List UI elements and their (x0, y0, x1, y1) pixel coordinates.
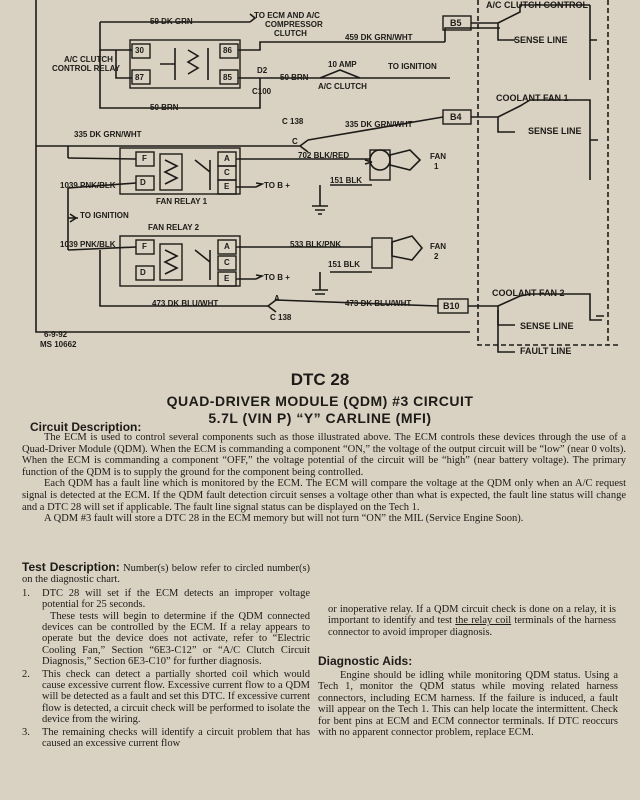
fan-relay-1 (120, 148, 240, 194)
circuit-para-2: Each QDM has a fault line which is monitored by the ECM. The ECM will compare the voltage at the QDM only when an A/C request signal is detected at the ECM. If the QDM fault detection circuit senses a voltage other than what is expected, the fault line status will change and a DTC 28 will set if applicable. The fault line signal status can be displayed on the Tech 1. (22, 478, 626, 513)
conn-d2: D2 (257, 66, 268, 75)
dest-ecm-3: CLUTCH (274, 29, 307, 38)
ecm-pin-b4-label: B4 (450, 112, 462, 122)
ecm-sense-3: SENSE LINE (520, 321, 574, 331)
circuit-description (22, 432, 626, 525)
dest-ecm-2: COMPRESSOR (265, 20, 323, 29)
pin-d1: D (140, 178, 146, 187)
fuse-rating: 10 AMP (328, 60, 357, 69)
wire-459: 459 DK GRN/WHT (345, 33, 413, 42)
test-item-text-b: These tests will begin to determine if the QDM connected devices can be controlled by the ECM. If a relay appears to operate but the device does not activate, refer to “Electric Cooling Fan,” Section “6E3-C12” or “A/C Clutch Circuit Diagnosis,” Section 6E3-C10” for further diagnosis. (42, 610, 310, 668)
test-item-num: 1. (22, 587, 30, 599)
right-continuation (328, 604, 616, 638)
fan-1-label-b: 1 (434, 162, 439, 171)
test-item-2 (22, 669, 310, 726)
fan-1-label-a: FAN (430, 152, 446, 161)
pin-a2: A (224, 242, 230, 251)
diagnostic-aids (318, 670, 618, 738)
pin-e1: E (224, 182, 230, 191)
pin-c1: C (224, 168, 230, 177)
ecm-pin-b5-label: B5 (450, 18, 462, 28)
dtc-subtitle: 5.7L (VIN P) “Y” CARLINE (MFI) (208, 410, 432, 426)
cont-text-a: or inoperative relay. If a QDM circuit check is done on a relay, it is important to identify and test (328, 604, 616, 627)
stamp-date: 6-9-92 (44, 330, 68, 339)
test-item-1 (22, 588, 310, 668)
wire-335b: 335 DK GRN/WHT (345, 120, 413, 129)
pin-86: 86 (223, 46, 232, 55)
pin-d2: D (140, 268, 146, 277)
cont-text-b: terminals of the harness connector to avoid improper diagnosis. (328, 615, 616, 638)
stamp-ms: MS 10662 (40, 340, 77, 349)
circuit-description-title: Circuit Description: (30, 420, 142, 434)
test-intro: Number(s) below refer to circled number(s) on the diagnostic chart. (22, 563, 311, 586)
pin-87: 87 (135, 73, 144, 82)
ecm-pin-b10-label: B10 (443, 301, 460, 311)
diagnostic-aids-title: Diagnostic Aids: (318, 654, 413, 668)
fan-2-label-a: FAN (430, 242, 446, 251)
dest-tob-1: TO B + (264, 181, 290, 190)
ecm-cf1: COOLANT FAN 1 (496, 93, 569, 103)
fan-relay-2-label: FAN RELAY 2 (148, 223, 200, 232)
wire-50b: 50 BRN (150, 103, 179, 112)
conn-c100: C100 (252, 87, 272, 96)
wire-50a: 50 BRN (280, 73, 309, 82)
wire-151a: 151 BLK (330, 176, 363, 185)
dtc-title: QUAD-DRIVER MODULE (QDM) #3 CIRCUIT (166, 393, 474, 409)
circuit-para-1: The ECM is used to control several components such as those illustrated above. The ECM controls these devices through the use of a Quad-Driver Module (QDM). When the ECM is commanding a component “ON,” the voltage of the output circuit will be “low” (near 0 volts). When the ECM is commanding a component “OFF,” the voltage potential of the circuit will be “high” (near battery voltage). The primary function of the QDM is to supply the ground for the component being controlled. (22, 432, 626, 478)
relay-label-1: A/C CLUTCH (64, 55, 113, 64)
test-list (22, 588, 310, 750)
pin-30: 30 (135, 46, 144, 55)
relay-label-2: CONTROL RELAY (52, 64, 121, 73)
wire-1039b: 1039 PNK/BLK (60, 240, 116, 249)
wire-473a: 473 DK BLU/WHT (152, 299, 219, 308)
test-item-num: 2. (22, 668, 30, 680)
fan-relay-1-label: FAN RELAY 1 (156, 197, 208, 206)
test-item-text: This check can detect a partially shorted coil which would cause excessive current flow. Excessive current flow to a QDM will be detected as a fault and set this DTC. If excessive current flow is detected, a circuit check will be performed to isolate the device from the wiring. (42, 668, 310, 726)
dest-ignition: TO IGNITION (388, 62, 437, 71)
pin-85: 85 (223, 73, 232, 82)
dest-tob-2: TO B + (264, 273, 290, 282)
pin-c2: C (224, 258, 230, 267)
wire-702: 702 BLK/RED (298, 151, 350, 160)
cont-text-underline: the relay coil (455, 615, 512, 627)
pin-f2: F (142, 242, 147, 251)
dtc-number: DTC 28 (290, 370, 350, 389)
ecm-sense-1: SENSE LINE (514, 35, 568, 45)
test-item-text: The remaining checks will identify a circuit problem that has caused an excessive current flow (42, 726, 310, 750)
ecm-fault: FAULT LINE (520, 346, 572, 356)
fan-1-motor (365, 150, 420, 170)
pin-e2: E (224, 274, 230, 283)
wire-335a: 335 DK GRN/WHT (74, 130, 142, 139)
fan-2-label-b: 2 (434, 252, 439, 261)
conn-c138b: C 138 (270, 313, 292, 322)
test-item-num: 3. (22, 726, 30, 738)
fan-2-motor (372, 238, 392, 268)
wire-473b: 473 DK BLU/WHT (345, 299, 412, 308)
circuit-para-3: A QDM #3 fault will store a DTC 28 in the ECM memory but will not turn “ON” the MIL (Service Engine Soon). (44, 513, 524, 525)
pin-f1: F (142, 154, 147, 163)
wire-1039a: 1039 PNK/BLK (60, 181, 116, 190)
dest-ecm-1: TO ECM AND A/C (254, 11, 320, 20)
ecm-cf2: COOLANT FAN 2 (492, 288, 565, 298)
fuse-name: A/C CLUTCH (318, 82, 367, 91)
conn-c138c: C (292, 137, 298, 146)
test-item-text: DTC 28 will set if the ECM detects an improper voltage potential for 25 seconds. (42, 587, 310, 611)
pin-a1: A (224, 154, 230, 163)
dest-ignition-2: TO IGNITION (80, 211, 129, 220)
wire-533: 533 BLK/PNK (290, 240, 342, 249)
test-item-3 (22, 727, 310, 750)
wire-59: 59 DK GRN (150, 17, 193, 26)
diagnostic-aids-text: Engine should be idling while monitoring QDM status. Using a Tech 1, monitor the QDM status while moving related harness connectors, including ECM harness. If the failure is induced, a fault will appear on the Tech 1. This can help locate the intermittent. Check for bent pins at ECM and ECM connector terminals. If DTC reoccurs with no apparent connector problem, replace ECM. (318, 670, 618, 739)
test-description-title: Test Description: (22, 560, 120, 574)
ecm-sense-2: SENSE LINE (528, 126, 582, 136)
ecm-ac-clutch: A/C CLUTCH CONTROL (486, 0, 588, 10)
wire-151b: 151 BLK (328, 260, 361, 269)
conn-c138a: C 138 (282, 117, 304, 126)
test-description (22, 562, 310, 751)
conn-c138d: A (274, 294, 280, 303)
